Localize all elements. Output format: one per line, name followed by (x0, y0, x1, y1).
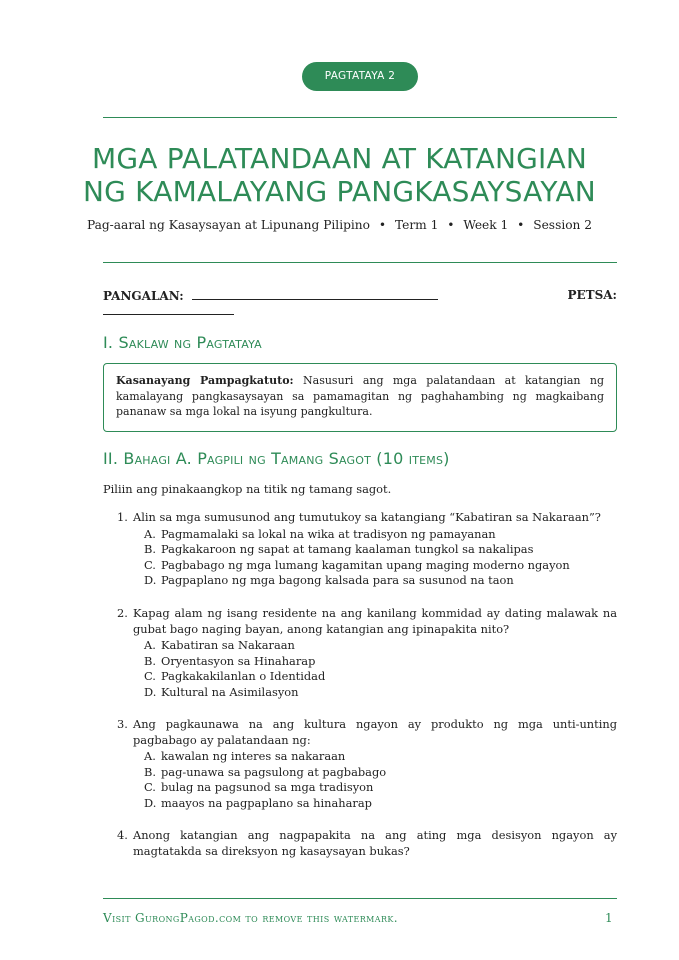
option-text: Kultural na Asimilasyon (161, 684, 299, 699)
option-text: maayos na pagpaplano sa hinaharap (161, 795, 372, 810)
option-letter: A. (144, 526, 156, 541)
option-b[interactable] (144, 654, 617, 670)
option-text: Pagkakaroon ng sapat at tamang kaalaman tungkol sa nakalipas (161, 542, 534, 557)
option-letter: B. (144, 653, 156, 668)
option-text: pag-unawa sa pagsulong at pagbabago (161, 764, 387, 779)
date-label: PETSA: (567, 288, 617, 302)
question-2 (117, 606, 617, 701)
option-text: Pagbabago ng mga lumang kagamitan upang maging moderno ngayon (161, 557, 570, 572)
option-text: bulag na pagsunod sa mga tradisyon (161, 780, 374, 795)
separator-1: • (378, 218, 387, 232)
option-c[interactable] (144, 558, 617, 574)
question-4 (117, 828, 617, 859)
question-number: 2. (117, 606, 128, 620)
option-list (144, 749, 617, 811)
option-letter: D. (144, 795, 157, 810)
option-d[interactable] (144, 796, 617, 812)
option-a[interactable] (144, 638, 617, 654)
option-text: Oryentasyon sa Hinaharap (161, 653, 316, 668)
page-subtitle (60, 218, 619, 232)
option-a[interactable] (144, 527, 617, 543)
header-bottom-rule (103, 262, 617, 263)
question-stem: Alin sa mga sumusunod ang tumutukoy sa katangiang “Kabatiran sa Nakaraan”? (133, 510, 601, 524)
question-number: 1. (117, 510, 128, 524)
option-b[interactable] (144, 765, 617, 781)
title-line-1: MGA PALATANDAAN AT KATANGIAN (92, 142, 587, 175)
page-number: 1 (605, 911, 613, 925)
header-top-rule (103, 117, 617, 118)
question-1 (117, 510, 617, 589)
title-line-2: NG KAMALAYANG PANGKASAYSAYAN (83, 175, 596, 208)
option-text: Pagpaplano ng mga bagong kalsada para sa susunod na taon (161, 573, 514, 588)
option-list (144, 527, 617, 589)
section-2-heading: II. Bahagi A. Pagpili ng Tamang Sagot (10 items) (103, 449, 450, 468)
option-d[interactable] (144, 685, 617, 701)
option-text: Kabatiran sa Nakaraan (161, 638, 295, 653)
separator-2: • (447, 218, 455, 232)
option-text: Pagkakakilanlan o Identidad (161, 669, 326, 684)
option-letter: C. (144, 780, 156, 795)
option-a[interactable] (144, 749, 617, 765)
question-3 (117, 717, 617, 812)
course-name: Pag-aaral ng Kasaysayan at Lipunang Pilipino (86, 218, 370, 232)
option-letter: A. (144, 749, 156, 764)
page-title (60, 142, 619, 208)
section-1-heading: I. Saklaw ng Pagtataya (103, 333, 262, 352)
option-letter: C. (144, 669, 156, 684)
option-d[interactable] (144, 573, 617, 589)
option-letter: C. (144, 557, 156, 572)
option-text: Pagmamalaki sa lokal na wika at tradisyon ng pamayanan (161, 526, 496, 541)
option-letter: D. (144, 684, 157, 699)
assessment-badge: PAGTATAYA 2 (302, 62, 418, 91)
competency-label: Kasanayang Pampagkatuto: (116, 374, 294, 387)
option-c[interactable] (144, 669, 617, 685)
option-letter: D. (144, 573, 157, 588)
name-blank[interactable] (192, 288, 438, 300)
question-stem: Kapag alam ng isang residente na ang kanilang kommidad ay dating malawak na gubat bago naging bayan, anong katangian ang ipinapakita nito? (133, 606, 617, 636)
question-number: 4. (117, 828, 128, 842)
question-stem: Anong katangian ang nagpapakita na ang ating mga desisyon ngayon ay magtatakda sa direksyon ng kasaysayan bukas? (133, 828, 617, 858)
week-label: Week 1 (463, 218, 509, 232)
option-letter: B. (144, 542, 156, 557)
option-list (144, 638, 617, 700)
session-label: Session 2 (533, 218, 593, 232)
footer-rule (103, 898, 617, 899)
separator-3: • (517, 218, 525, 232)
competency-text: Nasusuri ang mga palatandaan at katangian ng kamalayang pangkasaysayan sa pamamagitan ng paghahambing ng magkaibang pananaw sa mga lokal na isyung pangkultura. (116, 374, 605, 419)
name-label: PANGALAN: (103, 289, 184, 303)
date-blank[interactable] (103, 314, 234, 315)
question-stem: Ang pagkaunawa na ang kultura ngayon ay produkto ng mga unti-unting pagbabago ay palatandaan ng: (133, 717, 617, 747)
instruction-text: Piliin ang pinakaangkop na titik ng tamang sagot. (103, 482, 392, 496)
question-number: 3. (117, 717, 128, 731)
option-letter: B. (144, 764, 156, 779)
option-text: kawalan ng interes sa nakaraan (161, 749, 346, 764)
student-info-row (103, 288, 617, 303)
option-c[interactable] (144, 780, 617, 796)
option-b[interactable] (144, 542, 617, 558)
watermark-link[interactable]: Visit GurongPagod.com to remove this watermark. (103, 911, 398, 925)
competency-box (103, 363, 617, 432)
term-label: Term 1 (394, 218, 439, 232)
option-letter: A. (144, 638, 156, 653)
